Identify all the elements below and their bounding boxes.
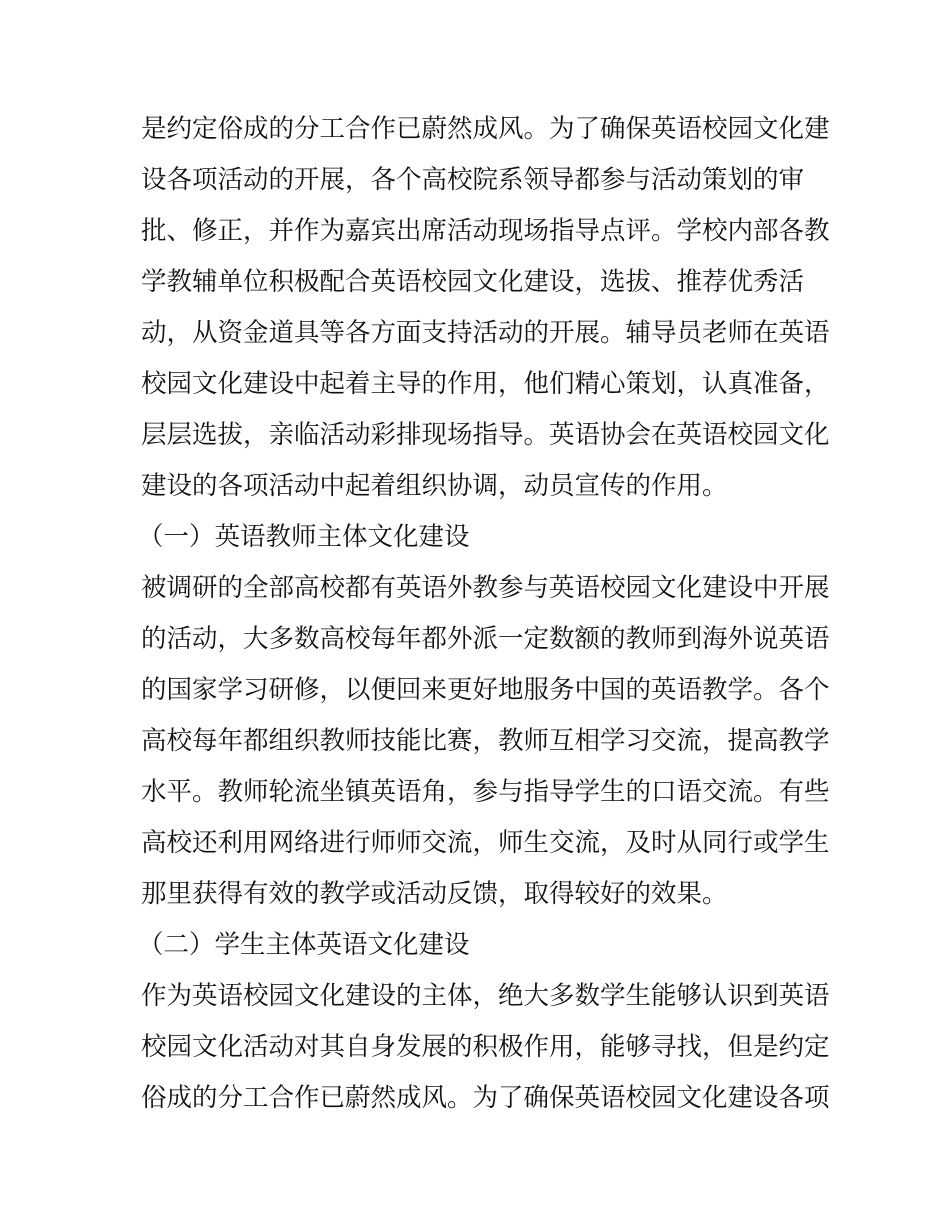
paragraph-line: 校园文化建设中起着主导的作用，他们精心策划，认真准备， <box>141 369 830 399</box>
section-heading-students: （二）学生主体英语文化建设 <box>138 930 470 960</box>
paragraph-line: 校园文化活动对其自身发展的积极作用，能够寻找，但是约定 <box>141 1032 830 1062</box>
paragraph-line: 设各项活动的开展，各个高校院系领导都参与活动策划的审 <box>141 165 805 195</box>
paragraph-line: 动，从资金道具等各方面支持活动的开展。辅导员老师在英语 <box>141 318 830 348</box>
paragraph-line: 被调研的全部高校都有英语外教参与英语校园文化建设中开展 <box>141 573 830 603</box>
paragraph-line: 是约定俗成的分工合作已蔚然成风。为了确保英语校园文化建 <box>141 114 830 144</box>
paragraph-line: 那里获得有效的教学或活动反馈，取得较好的效果。 <box>141 879 728 909</box>
paragraph-line: 批、修正，并作为嘉宾出席活动现场指导点评。学校内部各教 <box>141 216 830 246</box>
paragraph-line: 层层选拔，亲临活动彩排现场指导。英语协会在英语校园文化 <box>141 420 830 450</box>
paragraph-line: 水平。教师轮流坐镇英语角，参与指导学生的口语交流。有些 <box>141 777 830 807</box>
document-body <box>138 104 830 1124</box>
paragraph-line: 的国家学习研修，以便回来更好地服务中国的英语教学。各个 <box>141 675 830 705</box>
paragraph-line: 学教辅单位积极配合英语校园文化建设，选拔、推荐优秀活 <box>141 267 805 297</box>
paragraph-line: 建设的各项活动中起着组织协调，动员宣传的作用。 <box>141 471 728 501</box>
paragraph-line: 俗成的分工合作已蔚然成风。为了确保英语校园文化建设各项 <box>141 1083 830 1113</box>
section-heading-teachers: （一）英语教师主体文化建设 <box>138 522 470 552</box>
paragraph-line: 作为英语校园文化建设的主体，绝大多数学生能够认识到英语 <box>141 981 830 1011</box>
paragraph-line: 高校每年都组织教师技能比赛，教师互相学习交流，提高教学 <box>141 726 830 756</box>
paragraph-line: 的活动，大多数高校每年都外派一定数额的教师到海外说英语 <box>141 624 830 654</box>
paragraph-line: 高校还利用网络进行师师交流，师生交流，及时从同行或学生 <box>141 828 830 858</box>
